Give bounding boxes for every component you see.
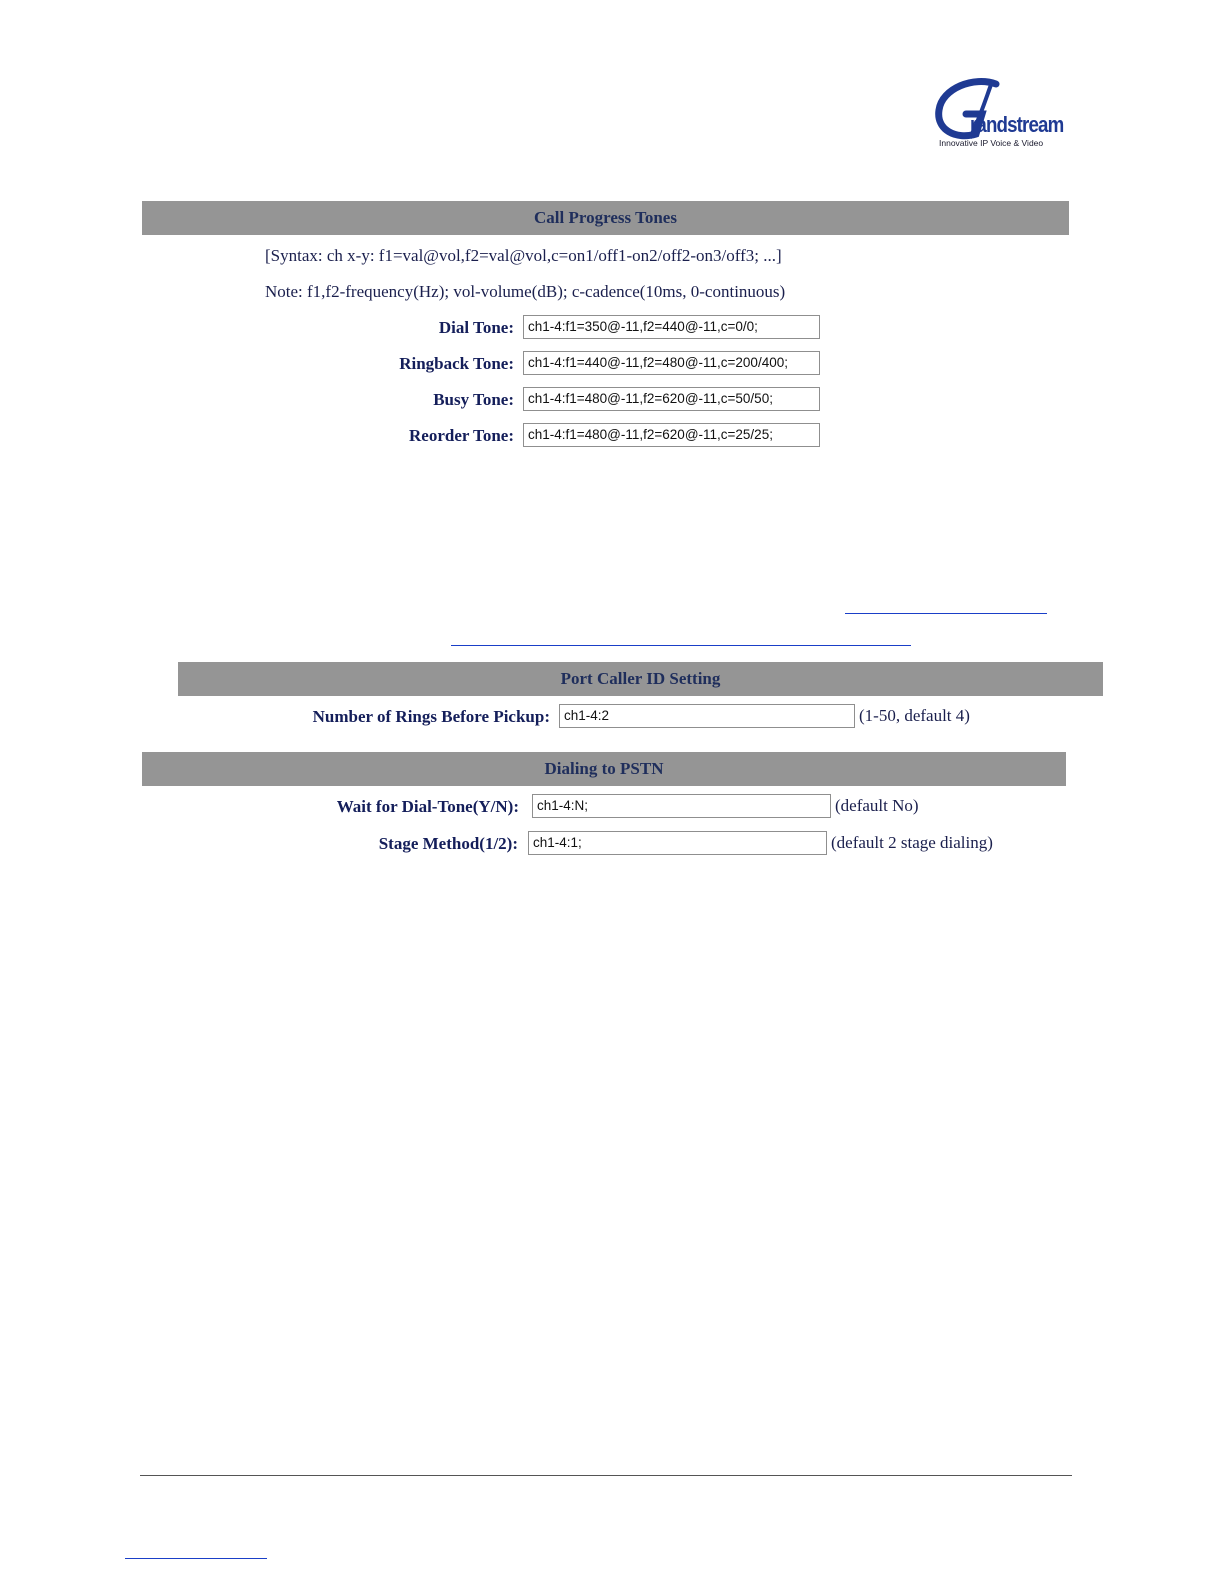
ringback-tone-label: Ringback Tone: <box>399 354 514 373</box>
ringback-tone-input[interactable]: ch1-4:f1=440@-11,f2=480@-11,c=200/400; <box>523 351 820 375</box>
link-underline[interactable] <box>845 613 1047 614</box>
dialing-to-pstn-header: Dialing to PSTN <box>142 752 1066 786</box>
dial-tone-input[interactable]: ch1-4:f1=350@-11,f2=440@-11,c=0/0; <box>523 315 820 339</box>
logo-brand-text: randstream <box>970 112 1064 137</box>
stage-method-input[interactable]: ch1-4:1; <box>528 831 827 855</box>
busy-tone-label: Busy Tone: <box>433 390 514 409</box>
busy-tone-input[interactable]: ch1-4:f1=480@-11,f2=620@-11,c=50/50; <box>523 387 820 411</box>
frequency-note: Note: f1,f2-frequency(Hz); vol-volume(dB); c-cadence(10ms, 0-continuous) <box>265 282 786 301</box>
wait-dial-tone-input[interactable]: ch1-4:N; <box>532 794 831 818</box>
dial-tone-label: Dial Tone: <box>438 318 514 337</box>
wait-dial-tone-hint: (default No) <box>835 796 919 815</box>
footer-link-underline[interactable] <box>125 1558 267 1559</box>
wait-dial-tone-label: Wait for Dial-Tone(Y/N): <box>336 797 519 816</box>
rings-hint: (1-50, default 4) <box>859 706 970 725</box>
rings-before-pickup-input[interactable]: ch1-4:2 <box>559 704 855 728</box>
stage-method-hint: (default 2 stage dialing) <box>831 833 993 852</box>
reorder-tone-label: Reorder Tone: <box>409 426 514 445</box>
logo-tagline: Innovative IP Voice & Video <box>939 138 1044 148</box>
footer-rule <box>140 1475 1072 1476</box>
stage-method-label: Stage Method(1/2): <box>378 834 518 853</box>
syntax-note: [Syntax: ch x-y: f1=val@vol,f2=val@vol,c=on1/off1-on2/off2-on3/off3; ...] <box>265 246 782 265</box>
call-progress-tones-header: Call Progress Tones <box>142 201 1069 235</box>
reorder-tone-input[interactable]: ch1-4:f1=480@-11,f2=620@-11,c=25/25; <box>523 423 820 447</box>
grandstream-logo <box>934 78 1064 152</box>
port-caller-id-header: Port Caller ID Setting <box>178 662 1103 696</box>
link-underline[interactable] <box>451 645 911 646</box>
rings-before-pickup-label: Number of Rings Before Pickup: <box>312 707 550 726</box>
